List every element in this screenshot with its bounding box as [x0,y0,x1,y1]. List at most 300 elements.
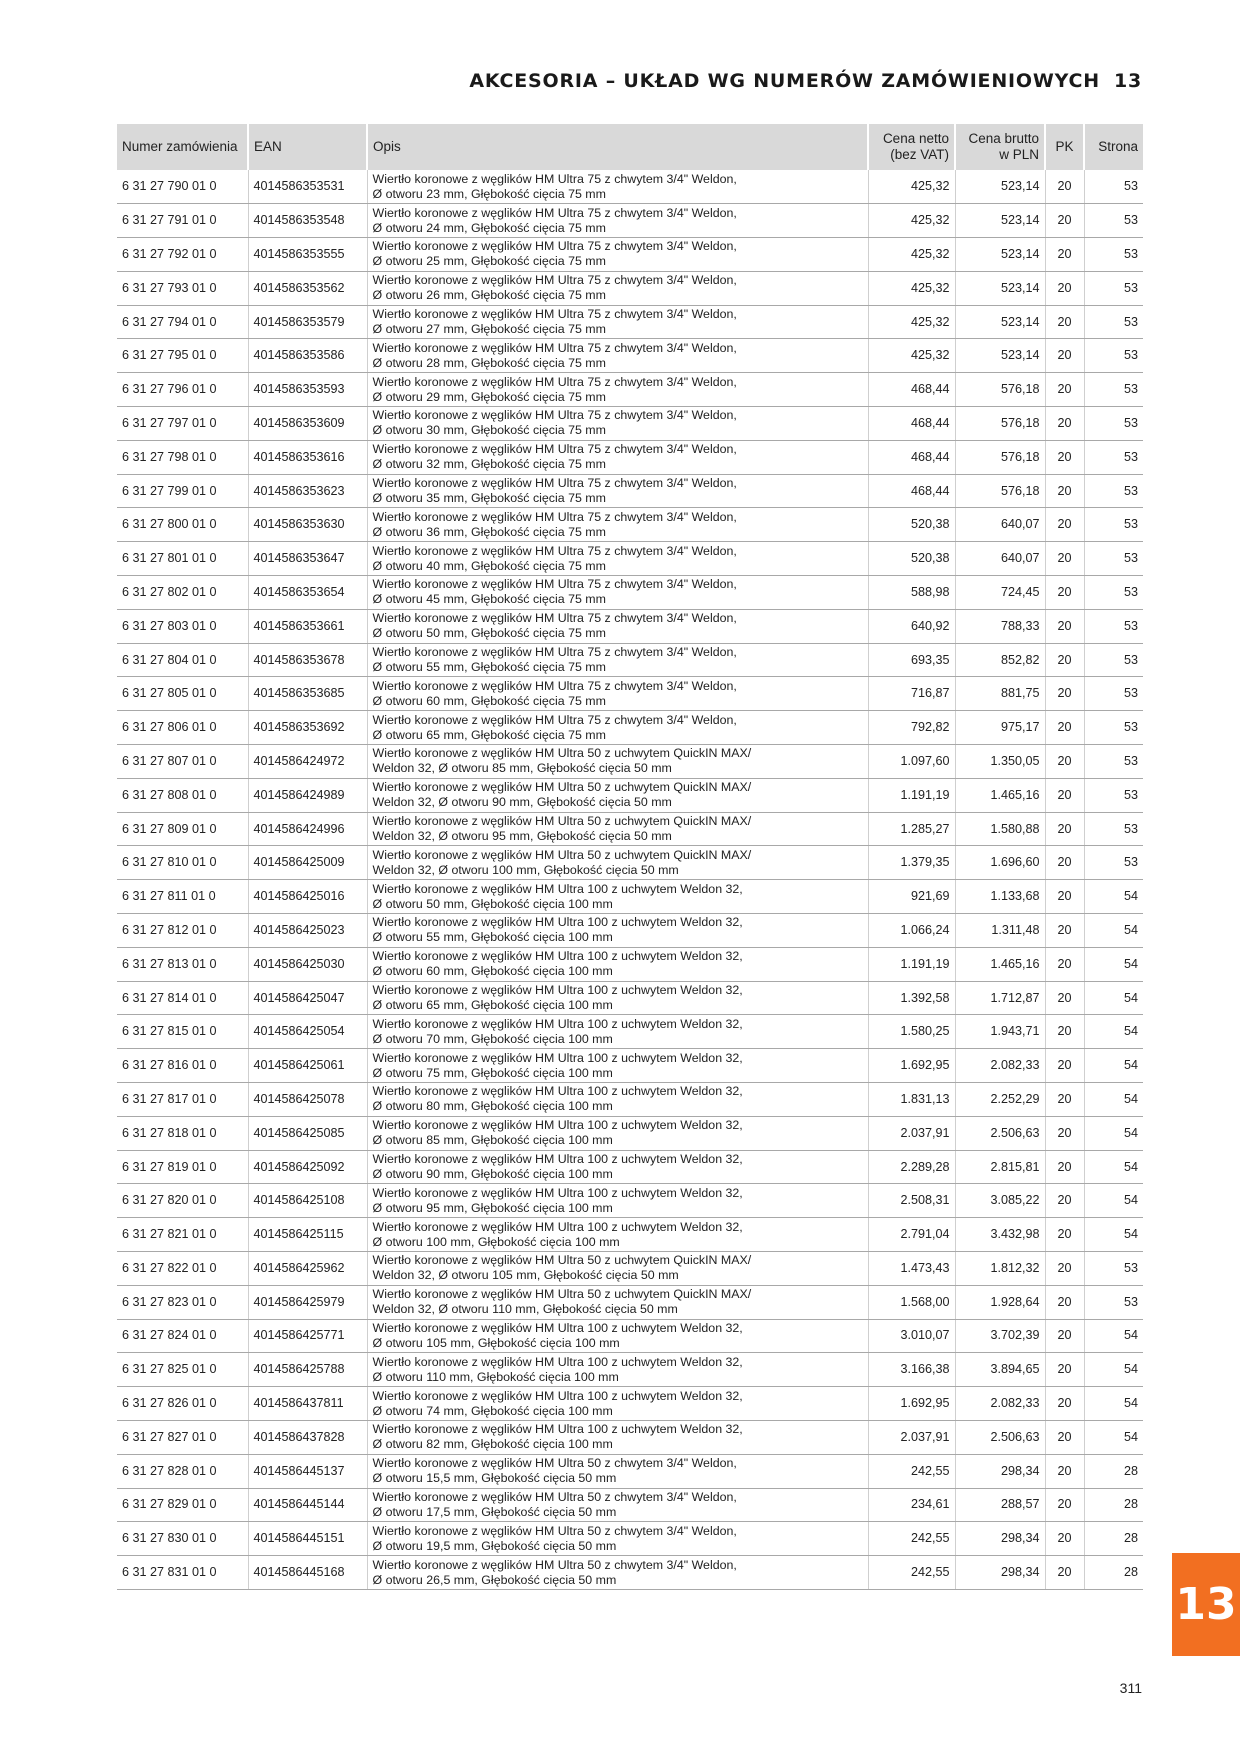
description-cell: Wiertło koronowe z węglików HM Ultra 75 z chwytem 3/4" Weldon, Ø otworu 32 mm, Głębokość cięcia 75 mm [367,440,868,474]
net-price-cell: 425,32 [868,271,955,305]
order-number-cell: 6 31 27 816 01 0 [117,1049,248,1083]
net-price-cell: 588,98 [868,576,955,610]
table-row [117,1420,1143,1454]
ean-cell: 4014586425061 [248,1049,367,1083]
description-cell: Wiertło koronowe z węglików HM Ultra 75 z chwytem 3/4" Weldon, Ø otworu 55 mm, Głębokość cięcia 75 mm [367,643,868,677]
table-row [117,880,1143,914]
page-cell: 53 [1084,238,1143,272]
description-cell: Wiertło koronowe z węglików HM Ultra 100 z uchwytem Weldon 32, Ø otworu 110 mm, Głębokość cięcia 100 mm [367,1353,868,1387]
description-cell: Wiertło koronowe z węglików HM Ultra 75 z chwytem 3/4" Weldon, Ø otworu 30 mm, Głębokość cięcia 75 mm [367,407,868,441]
ean-cell: 4014586425771 [248,1319,367,1353]
net-price-cell: 3.166,38 [868,1353,955,1387]
page-cell: 53 [1084,271,1143,305]
gross-price-cell: 1.133,68 [955,880,1045,914]
page-cell: 53 [1084,542,1143,576]
pk-cell: 20 [1045,1353,1084,1387]
table-row [117,238,1143,272]
order-number-cell: 6 31 27 822 01 0 [117,1252,248,1286]
pk-cell: 20 [1045,846,1084,880]
order-number-cell: 6 31 27 795 01 0 [117,339,248,373]
page-cell: 53 [1084,609,1143,643]
net-price-cell: 2.791,04 [868,1218,955,1252]
order-number-cell: 6 31 27 792 01 0 [117,238,248,272]
gross-price-cell: 2.815,81 [955,1150,1045,1184]
page-cell: 53 [1084,643,1143,677]
table-row [117,170,1143,204]
order-number-cell: 6 31 27 826 01 0 [117,1387,248,1421]
net-price-cell: 1.066,24 [868,914,955,948]
description-cell: Wiertło koronowe z węglików HM Ultra 75 z chwytem 3/4" Weldon, Ø otworu 65 mm, Głębokość cięcia 75 mm [367,711,868,745]
page-cell: 28 [1084,1556,1143,1590]
description-cell: Wiertło koronowe z węglików HM Ultra 50 z uchwytem QuickIN MAX/ Weldon 32, Ø otworu 90 mm, Głębokość cięcia 50 mm [367,778,868,812]
order-number-cell: 6 31 27 818 01 0 [117,1116,248,1150]
pk-cell: 20 [1045,542,1084,576]
table-row [117,1522,1143,1556]
order-number-cell: 6 31 27 821 01 0 [117,1218,248,1252]
ean-cell: 4014586353616 [248,440,367,474]
page-cell: 53 [1084,474,1143,508]
gross-price-cell: 1.712,87 [955,981,1045,1015]
net-price-cell: 693,35 [868,643,955,677]
order-number-cell: 6 31 27 824 01 0 [117,1319,248,1353]
table-row [117,1556,1143,1590]
table-row [117,1218,1143,1252]
pk-cell: 20 [1045,170,1084,204]
gross-price-cell: 2.082,33 [955,1049,1045,1083]
description-cell: Wiertło koronowe z węglików HM Ultra 75 z chwytem 3/4" Weldon, Ø otworu 60 mm, Głębokość cięcia 75 mm [367,677,868,711]
gross-price-cell: 3.894,65 [955,1353,1045,1387]
pk-cell: 20 [1045,643,1084,677]
pk-cell: 20 [1045,508,1084,542]
ean-cell: 4014586425047 [248,981,367,1015]
description-cell: Wiertło koronowe z węglików HM Ultra 100 z uchwytem Weldon 32, Ø otworu 105 mm, Głębokość cięcia 100 mm [367,1319,868,1353]
table-row [117,745,1143,779]
ean-cell: 4014586353548 [248,204,367,238]
net-price-cell: 2.508,31 [868,1184,955,1218]
order-number-cell: 6 31 27 800 01 0 [117,508,248,542]
pk-cell: 20 [1045,947,1084,981]
net-price-cell: 2.037,91 [868,1420,955,1454]
description-cell: Wiertło koronowe z węglików HM Ultra 75 z chwytem 3/4" Weldon, Ø otworu 23 mm, Głębokość cięcia 75 mm [367,170,868,204]
net-price-cell: 1.692,95 [868,1049,955,1083]
net-price-cell: 2.037,91 [868,1116,955,1150]
order-number-cell: 6 31 27 806 01 0 [117,711,248,745]
gross-price-cell: 640,07 [955,508,1045,542]
table-row [117,981,1143,1015]
page-cell: 53 [1084,576,1143,610]
ean-cell: 4014586425023 [248,914,367,948]
gross-price-cell: 1.465,16 [955,778,1045,812]
pk-cell: 20 [1045,238,1084,272]
page-cell: 54 [1084,1353,1143,1387]
order-number-cell: 6 31 27 808 01 0 [117,778,248,812]
order-number-cell: 6 31 27 811 01 0 [117,880,248,914]
net-price-cell: 1.580,25 [868,1015,955,1049]
pk-cell: 20 [1045,1319,1084,1353]
pk-cell: 20 [1045,474,1084,508]
description-cell: Wiertło koronowe z węglików HM Ultra 100 z uchwytem Weldon 32, Ø otworu 90 mm, Głębokość cięcia 100 mm [367,1150,868,1184]
pk-cell: 20 [1045,609,1084,643]
ean-cell: 4014586353630 [248,508,367,542]
pk-cell: 20 [1045,745,1084,779]
ean-cell: 4014586353609 [248,407,367,441]
description-cell: Wiertło koronowe z węglików HM Ultra 100 z uchwytem Weldon 32, Ø otworu 55 mm, Głębokość cięcia 100 mm [367,914,868,948]
page-cell: 53 [1084,846,1143,880]
pk-cell: 20 [1045,1556,1084,1590]
gross-price-cell: 1.928,64 [955,1285,1045,1319]
description-cell: Wiertło koronowe z węglików HM Ultra 100 z uchwytem Weldon 32, Ø otworu 60 mm, Głębokość cięcia 100 mm [367,947,868,981]
net-price-cell: 242,55 [868,1556,955,1590]
pk-cell: 20 [1045,204,1084,238]
chapter-number: 13 [1113,70,1142,92]
table-row [117,1049,1143,1083]
table-row [117,440,1143,474]
net-price-cell: 1.285,27 [868,812,955,846]
order-number-cell: 6 31 27 819 01 0 [117,1150,248,1184]
page-cell: 54 [1084,1319,1143,1353]
table-row [117,1387,1143,1421]
page-cell: 54 [1084,1387,1143,1421]
pk-cell: 20 [1045,711,1084,745]
ean-cell: 4014586425108 [248,1184,367,1218]
ean-cell: 4014586425078 [248,1083,367,1117]
ean-cell: 4014586445168 [248,1556,367,1590]
gross-price-cell: 3.432,98 [955,1218,1045,1252]
order-number-cell: 6 31 27 829 01 0 [117,1488,248,1522]
net-price-cell: 425,32 [868,305,955,339]
ean-cell: 4014586353692 [248,711,367,745]
net-price-cell: 234,61 [868,1488,955,1522]
table-row [117,1150,1143,1184]
net-price-cell: 468,44 [868,373,955,407]
pk-cell: 20 [1045,981,1084,1015]
ean-cell: 4014586353531 [248,170,367,204]
net-price-cell: 1.473,43 [868,1252,955,1286]
gross-price-cell: 523,14 [955,238,1045,272]
order-number-cell: 6 31 27 831 01 0 [117,1556,248,1590]
gross-price-cell: 1.350,05 [955,745,1045,779]
description-cell: Wiertło koronowe z węglików HM Ultra 50 z uchwytem QuickIN MAX/ Weldon 32, Ø otworu 110 mm, Głębokość cięcia 50 mm [367,1285,868,1319]
table-row [117,407,1143,441]
page-cell: 54 [1084,1049,1143,1083]
table-row [117,1488,1143,1522]
table-row [117,947,1143,981]
column-header-description: Opis [367,124,868,170]
page-header [117,70,1142,92]
description-cell: Wiertło koronowe z węglików HM Ultra 100 z uchwytem Weldon 32, Ø otworu 75 mm, Głębokość cięcia 100 mm [367,1049,868,1083]
description-cell: Wiertło koronowe z węglików HM Ultra 100 z uchwytem Weldon 32, Ø otworu 100 mm, Głębokość cięcia 100 mm [367,1218,868,1252]
ean-cell: 4014586425030 [248,947,367,981]
description-cell: Wiertło koronowe z węglików HM Ultra 100 z uchwytem Weldon 32, Ø otworu 95 mm, Głębokość cięcia 100 mm [367,1184,868,1218]
description-cell: Wiertło koronowe z węglików HM Ultra 100 z uchwytem Weldon 32, Ø otworu 85 mm, Głębokość cięcia 100 mm [367,1116,868,1150]
order-number-cell: 6 31 27 817 01 0 [117,1083,248,1117]
table-row [117,271,1143,305]
table-row [117,1015,1143,1049]
order-number-cell: 6 31 27 805 01 0 [117,677,248,711]
order-number-cell: 6 31 27 814 01 0 [117,981,248,1015]
order-number-cell: 6 31 27 799 01 0 [117,474,248,508]
net-price-cell: 2.289,28 [868,1150,955,1184]
page-cell: 53 [1084,677,1143,711]
page-title: AKCESORIA – UKŁAD WG NUMERÓW ZAMÓWIENIOWYCH [469,70,1100,92]
table-row [117,576,1143,610]
pk-cell: 20 [1045,677,1084,711]
gross-price-cell: 523,14 [955,170,1045,204]
pk-cell: 20 [1045,576,1084,610]
description-cell: Wiertło koronowe z węglików HM Ultra 75 z chwytem 3/4" Weldon, Ø otworu 26 mm, Głębokość cięcia 75 mm [367,271,868,305]
ean-cell: 4014586353647 [248,542,367,576]
description-cell: Wiertło koronowe z węglików HM Ultra 50 z uchwytem QuickIN MAX/ Weldon 32, Ø otworu 95 mm, Głębokość cięcia 50 mm [367,812,868,846]
net-price-cell: 242,55 [868,1522,955,1556]
ean-cell: 4014586353678 [248,643,367,677]
page-cell: 53 [1084,711,1143,745]
column-header-net-price: Cena netto (bez VAT) [868,124,955,170]
table-row [117,204,1143,238]
table-row [117,711,1143,745]
net-price-cell: 468,44 [868,407,955,441]
page-cell: 54 [1084,1150,1143,1184]
net-price-cell: 520,38 [868,542,955,576]
description-cell: Wiertło koronowe z węglików HM Ultra 50 z uchwytem QuickIN MAX/ Weldon 32, Ø otworu 105 mm, Głębokość cięcia 50 mm [367,1252,868,1286]
pk-cell: 20 [1045,914,1084,948]
description-cell: Wiertło koronowe z węglików HM Ultra 75 z chwytem 3/4" Weldon, Ø otworu 24 mm, Głębokość cięcia 75 mm [367,204,868,238]
gross-price-cell: 1.311,48 [955,914,1045,948]
pk-cell: 20 [1045,271,1084,305]
page-cell: 54 [1084,1218,1143,1252]
net-price-cell: 792,82 [868,711,955,745]
page-cell: 53 [1084,204,1143,238]
net-price-cell: 1.191,19 [868,778,955,812]
net-price-cell: 1.191,19 [868,947,955,981]
pk-cell: 20 [1045,339,1084,373]
order-number-cell: 6 31 27 815 01 0 [117,1015,248,1049]
ean-cell: 4014586353579 [248,305,367,339]
page-cell: 54 [1084,1420,1143,1454]
pk-cell: 20 [1045,1252,1084,1286]
order-number-cell: 6 31 27 810 01 0 [117,846,248,880]
gross-price-cell: 576,18 [955,440,1045,474]
net-price-cell: 520,38 [868,508,955,542]
table-row [117,1184,1143,1218]
column-header-gross-price: Cena brutto w PLN [955,124,1045,170]
table-row [117,305,1143,339]
gross-price-cell: 1.943,71 [955,1015,1045,1049]
page-cell: 54 [1084,914,1143,948]
gross-price-cell: 288,57 [955,1488,1045,1522]
order-number-cell: 6 31 27 804 01 0 [117,643,248,677]
pk-cell: 20 [1045,1150,1084,1184]
description-cell: Wiertło koronowe z węglików HM Ultra 50 z uchwytem QuickIN MAX/ Weldon 32, Ø otworu 100 mm, Głębokość cięcia 50 mm [367,846,868,880]
gross-price-cell: 881,75 [955,677,1045,711]
pk-cell: 20 [1045,1015,1084,1049]
order-number-cell: 6 31 27 797 01 0 [117,407,248,441]
ean-cell: 4014586425016 [248,880,367,914]
gross-price-cell: 788,33 [955,609,1045,643]
net-price-cell: 921,69 [868,880,955,914]
order-number-cell: 6 31 27 827 01 0 [117,1420,248,1454]
ean-cell: 4014586353685 [248,677,367,711]
pk-cell: 20 [1045,305,1084,339]
table-row [117,778,1143,812]
table-row [117,812,1143,846]
page-cell: 28 [1084,1488,1143,1522]
description-cell: Wiertło koronowe z węglików HM Ultra 100 z uchwytem Weldon 32, Ø otworu 70 mm, Głębokość cięcia 100 mm [367,1015,868,1049]
table-row [117,1083,1143,1117]
gross-price-cell: 523,14 [955,271,1045,305]
ean-cell: 4014586353593 [248,373,367,407]
page-cell: 28 [1084,1454,1143,1488]
table-row [117,609,1143,643]
description-cell: Wiertło koronowe z węglików HM Ultra 100 z uchwytem Weldon 32, Ø otworu 80 mm, Głębokość cięcia 100 mm [367,1083,868,1117]
net-price-cell: 640,92 [868,609,955,643]
page-cell: 53 [1084,305,1143,339]
column-header-page: Strona [1084,124,1143,170]
pk-cell: 20 [1045,1387,1084,1421]
ean-cell: 4014586353586 [248,339,367,373]
net-price-cell: 1.692,95 [868,1387,955,1421]
gross-price-cell: 576,18 [955,373,1045,407]
gross-price-cell: 523,14 [955,204,1045,238]
order-number-cell: 6 31 27 791 01 0 [117,204,248,238]
ean-cell: 4014586425085 [248,1116,367,1150]
gross-price-cell: 2.506,63 [955,1116,1045,1150]
column-header-pk: PK [1045,124,1084,170]
pk-cell: 20 [1045,1184,1084,1218]
gross-price-cell: 640,07 [955,542,1045,576]
order-number-cell: 6 31 27 796 01 0 [117,373,248,407]
ean-cell: 4014586425788 [248,1353,367,1387]
order-number-cell: 6 31 27 801 01 0 [117,542,248,576]
gross-price-cell: 576,18 [955,474,1045,508]
net-price-cell: 242,55 [868,1454,955,1488]
pk-cell: 20 [1045,1420,1084,1454]
ean-cell: 4014586425115 [248,1218,367,1252]
net-price-cell: 3.010,07 [868,1319,955,1353]
description-cell: Wiertło koronowe z węglików HM Ultra 75 z chwytem 3/4" Weldon, Ø otworu 40 mm, Głębokość cięcia 75 mm [367,542,868,576]
page-cell: 53 [1084,440,1143,474]
net-price-cell: 468,44 [868,474,955,508]
pk-cell: 20 [1045,373,1084,407]
gross-price-cell: 1.696,60 [955,846,1045,880]
gross-price-cell: 523,14 [955,339,1045,373]
page-cell: 53 [1084,1252,1143,1286]
pk-cell: 20 [1045,778,1084,812]
page-cell: 53 [1084,812,1143,846]
description-cell: Wiertło koronowe z węglików HM Ultra 50 z chwytem 3/4" Weldon, Ø otworu 26,5 mm, Głębokość cięcia 50 mm [367,1556,868,1590]
order-number-cell: 6 31 27 802 01 0 [117,576,248,610]
description-cell: Wiertło koronowe z węglików HM Ultra 100 z uchwytem Weldon 32, Ø otworu 50 mm, Głębokość cięcia 100 mm [367,880,868,914]
net-price-cell: 1.568,00 [868,1285,955,1319]
page-cell: 53 [1084,778,1143,812]
pk-cell: 20 [1045,880,1084,914]
pk-cell: 20 [1045,1454,1084,1488]
pk-cell: 20 [1045,1522,1084,1556]
ean-cell: 4014586445137 [248,1454,367,1488]
ean-cell: 4014586353555 [248,238,367,272]
table-row [117,474,1143,508]
order-number-cell: 6 31 27 807 01 0 [117,745,248,779]
net-price-cell: 425,32 [868,204,955,238]
page-cell: 54 [1084,1015,1143,1049]
page-cell: 54 [1084,1083,1143,1117]
order-number-cell: 6 31 27 812 01 0 [117,914,248,948]
net-price-cell: 1.097,60 [868,745,955,779]
pk-cell: 20 [1045,1488,1084,1522]
table-row [117,677,1143,711]
ean-cell: 4014586425979 [248,1285,367,1319]
table-row [117,542,1143,576]
table-row [117,1319,1143,1353]
gross-price-cell: 1.812,32 [955,1252,1045,1286]
ean-cell: 4014586353661 [248,609,367,643]
gross-price-cell: 298,34 [955,1522,1045,1556]
page-cell: 53 [1084,1285,1143,1319]
ean-cell: 4014586445144 [248,1488,367,1522]
gross-price-cell: 2.506,63 [955,1420,1045,1454]
table-row [117,846,1143,880]
gross-price-cell: 3.702,39 [955,1319,1045,1353]
page-cell: 54 [1084,1184,1143,1218]
pk-cell: 20 [1045,1218,1084,1252]
description-cell: Wiertło koronowe z węglików HM Ultra 50 z chwytem 3/4" Weldon, Ø otworu 17,5 mm, Głębokość cięcia 50 mm [367,1488,868,1522]
net-price-cell: 1.831,13 [868,1083,955,1117]
table-row [117,1285,1143,1319]
pk-cell: 20 [1045,440,1084,474]
gross-price-cell: 523,14 [955,305,1045,339]
table-row [117,1252,1143,1286]
order-number-cell: 6 31 27 803 01 0 [117,609,248,643]
table-row [117,1353,1143,1387]
description-cell: Wiertło koronowe z węglików HM Ultra 75 z chwytem 3/4" Weldon, Ø otworu 35 mm, Głębokość cięcia 75 mm [367,474,868,508]
order-number-cell: 6 31 27 820 01 0 [117,1184,248,1218]
description-cell: Wiertło koronowe z węglików HM Ultra 75 z chwytem 3/4" Weldon, Ø otworu 29 mm, Głębokość cięcia 75 mm [367,373,868,407]
description-cell: Wiertło koronowe z węglików HM Ultra 50 z chwytem 3/4" Weldon, Ø otworu 19,5 mm, Głębokość cięcia 50 mm [367,1522,868,1556]
gross-price-cell: 724,45 [955,576,1045,610]
column-header-order-number: Numer zamówienia [117,124,248,170]
gross-price-cell: 3.085,22 [955,1184,1045,1218]
description-cell: Wiertło koronowe z węglików HM Ultra 75 z chwytem 3/4" Weldon, Ø otworu 27 mm, Głębokość cięcia 75 mm [367,305,868,339]
gross-price-cell: 298,34 [955,1454,1045,1488]
gross-price-cell: 298,34 [955,1556,1045,1590]
pk-cell: 20 [1045,1083,1084,1117]
pk-cell: 20 [1045,812,1084,846]
page-cell: 53 [1084,407,1143,441]
net-price-cell: 1.379,35 [868,846,955,880]
description-cell: Wiertło koronowe z węglików HM Ultra 100 z uchwytem Weldon 32, Ø otworu 65 mm, Głębokość cięcia 100 mm [367,981,868,1015]
ean-cell: 4014586353623 [248,474,367,508]
order-number-cell: 6 31 27 809 01 0 [117,812,248,846]
ean-cell: 4014586424996 [248,812,367,846]
gross-price-cell: 852,82 [955,643,1045,677]
page-cell: 54 [1084,880,1143,914]
page-cell: 53 [1084,339,1143,373]
table-row [117,373,1143,407]
net-price-cell: 425,32 [868,339,955,373]
order-number-cell: 6 31 27 793 01 0 [117,271,248,305]
pk-cell: 20 [1045,1116,1084,1150]
order-number-cell: 6 31 27 794 01 0 [117,305,248,339]
description-cell: Wiertło koronowe z węglików HM Ultra 100 z uchwytem Weldon 32, Ø otworu 82 mm, Głębokość cięcia 100 mm [367,1420,868,1454]
ean-cell: 4014586425092 [248,1150,367,1184]
page-cell: 53 [1084,745,1143,779]
net-price-cell: 425,32 [868,238,955,272]
ean-cell: 4014586353654 [248,576,367,610]
order-number-cell: 6 31 27 813 01 0 [117,947,248,981]
column-header-ean: EAN [248,124,367,170]
description-cell: Wiertło koronowe z węglików HM Ultra 50 z uchwytem QuickIN MAX/ Weldon 32, Ø otworu 85 mm, Głębokość cięcia 50 mm [367,745,868,779]
ean-cell: 4014586424989 [248,778,367,812]
page-cell: 28 [1084,1522,1143,1556]
